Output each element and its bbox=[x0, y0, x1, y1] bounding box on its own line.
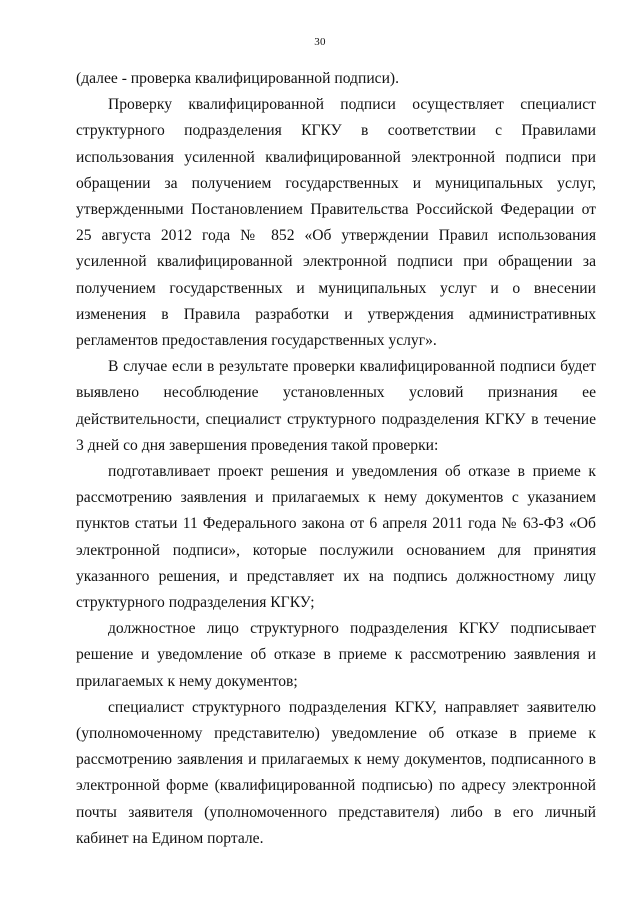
paragraph-send-notification: специалист структурного подразделения КГКУ, направляет заявителю (уполномоченному представителю) уведомление об отказе в приеме к рассмотрению заявления и прилагаемых к нему документов, подписанного в электронной форме (квалифицированной подписью) по адресу электронной почты заявителя (уполномоченного представителя) либо в его личный кабинет на Едином портале. bbox=[76, 698, 596, 847]
document-body bbox=[76, 66, 596, 852]
paragraph-official-signs: должностное лицо структурного подразделения КГКУ подписывает решение и уведомление об отказе в приеме к рассмотрению заявления и прилагаемых к нему документов; bbox=[76, 620, 596, 690]
paragraph-signature-check: Проверку квалифицированной подписи осуществляет специалист структурного подразделения КГКУ в соответствии с Правилами использования усиленной квалифицированной электронной подписи при обращении за получением государственных и муниципальных услуг, утвержденными Постановлением Правительства Российской Федерации от 25 августа 2012 года № 852 «Об утверждении Правил использования усиленной квалифицированной электронной подписи при обращении за получением государственных и муниципальных услуг и о внесении изменения в Правила разработки и утверждения административных регламентов предоставления государственных услуг». bbox=[76, 96, 596, 350]
paragraph-continuation: (далее - проверка квалифицированной подписи). bbox=[76, 70, 400, 87]
page-number: 30 bbox=[314, 36, 326, 48]
paragraph-non-compliance: В случае если в результате проверки квалифицированной подписи будет выявлено несоблюдение установленных условий признания ее действительности, специалист структурного подразделения КГКУ в течение 3 дней со дня завершения проведения такой проверки: bbox=[76, 358, 596, 454]
paragraph-prepare-refusal: подготавливает проект решения и уведомления об отказе в приеме к рассмотрению заявления и прилагаемых к нему документов с указанием пунктов статьи 11 Федерального закона от 6 апреля 2011 года № 63-ФЗ «Об электронной подписи», которые послужили основанием для принятия указанного решения, и представляет их на подпись должностному лицу структурного подразделения КГКУ; bbox=[76, 463, 596, 612]
